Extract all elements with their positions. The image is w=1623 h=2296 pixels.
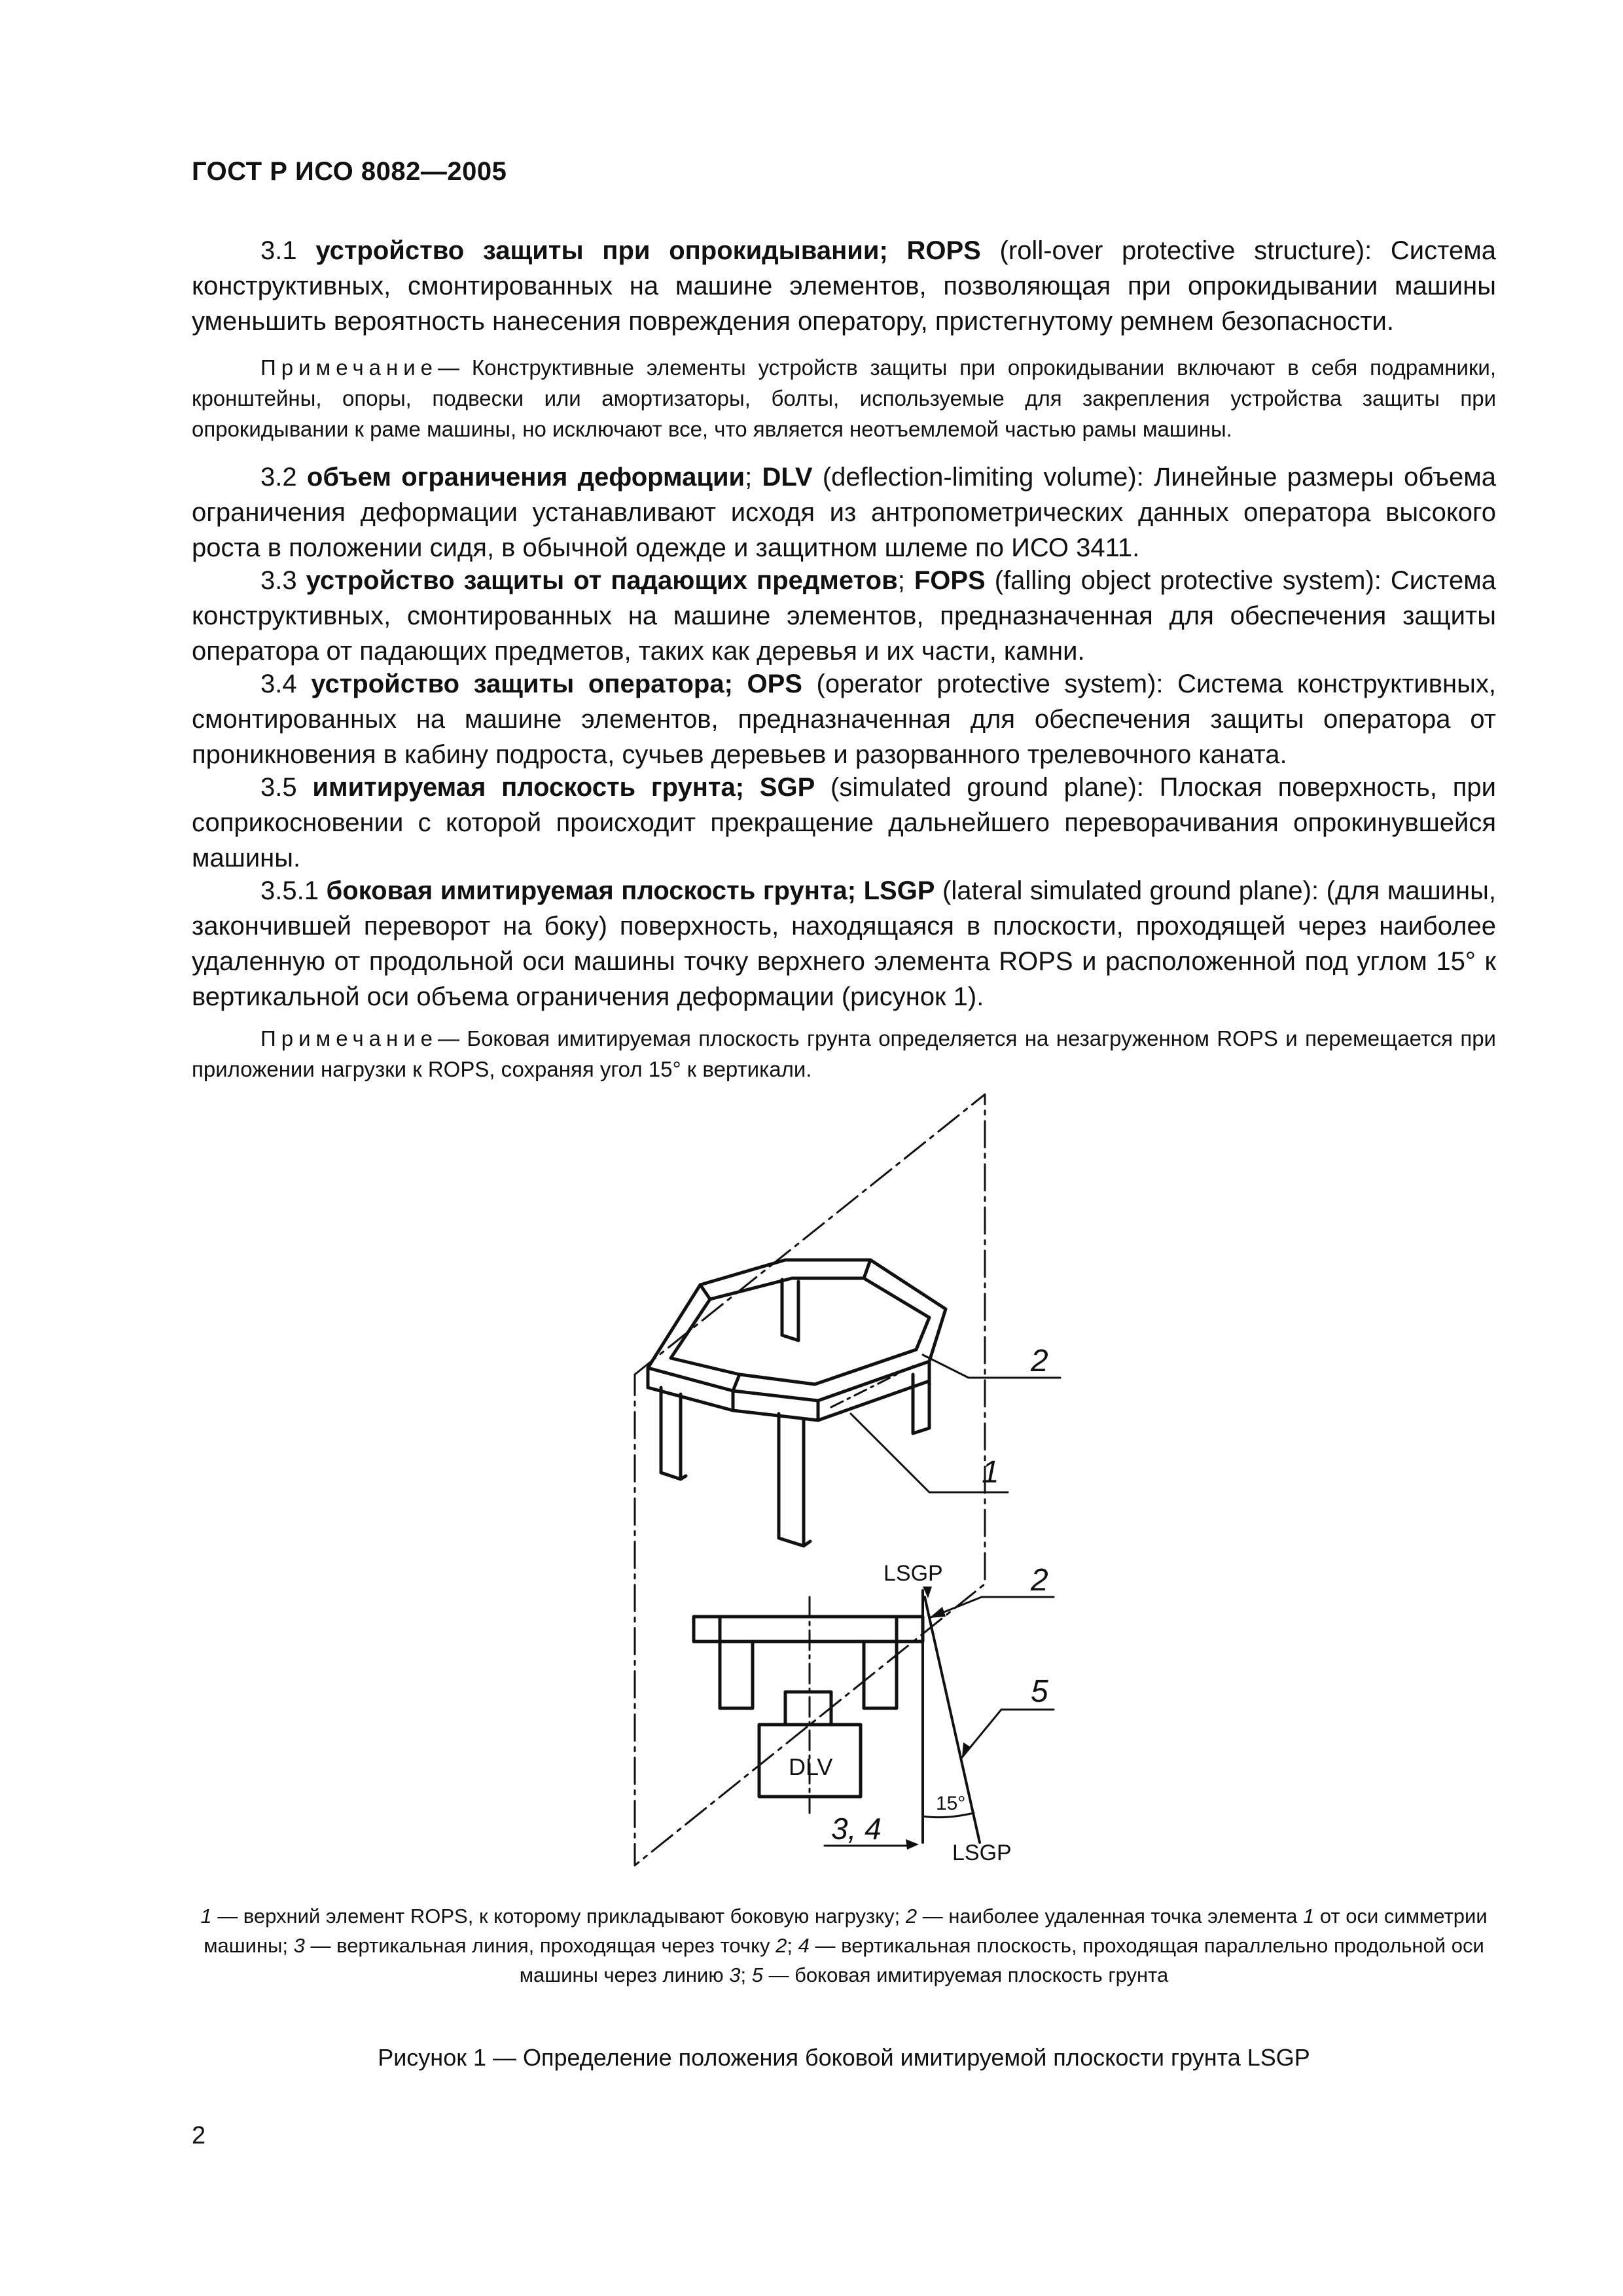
legend-num: 5 (751, 1964, 763, 1986)
note-label: Примечание (260, 1026, 438, 1050)
legend-num: 2 (776, 1934, 787, 1957)
callout-1: 1 (982, 1455, 999, 1490)
note-label: Примечание (260, 355, 438, 380)
legend-text: ; (787, 1934, 798, 1957)
term-definition: (simulated ground plane): Плоская поверхность, при соприкосновении с которой происходит прекращение дальнейшего переворачивания опрокинувшейся машины. (192, 773, 1496, 872)
figure-title: Рисунок 1 — Определение положения боковой имитируемой плоскости грунта LSGP (378, 2044, 1310, 2071)
term-definition: (operator protective system): Система конструктивных, смонтированных на машине элементов, предназначенная для обеспечения защиты оператора от проникновения в кабину подроста, сучьев деревьев и разорванного трелевочного каната. (192, 670, 1496, 769)
term-title: устройство защиты при опрокидывании; ROPS (315, 236, 981, 265)
term-title: боковая имитируемая плоскость грунта; LSGP (326, 876, 935, 905)
term-number: 3.5 (260, 773, 297, 802)
rops-frame-isometric (648, 1260, 946, 1546)
legend-text: — верхний элемент ROPS, к которому прикладывают боковую нагрузку; (211, 1905, 906, 1928)
legend-num: 1 (1303, 1905, 1315, 1928)
figure-legend (192, 1901, 1496, 1990)
term-separator: ; (745, 463, 762, 492)
term-definition: (deflection-limiting volume): Линейные размеры объема ограничения деформации устанавливают исходя из антропометрических данных оператора высокого роста в положении сидя, в обычной одежде и защитном шлеме по ИСО 3411. (192, 463, 1496, 562)
callout-2-bottom: 2 (1031, 1563, 1048, 1598)
legend-num: 4 (798, 1934, 810, 1957)
term-definition: (roll-over protective structure): Система конструктивных, смонтированных на машине элементов, позволяющая при опрокидывании машины уменьшить вероятность нанесения повреждения оператору, пристегнутому ремнем безопасности. (192, 236, 1497, 336)
term-number: 3.5.1 (260, 876, 319, 905)
legend-num: 1 (200, 1905, 212, 1928)
label-angle-15: 15° (936, 1793, 966, 1814)
term-title: устройство защиты от падающих предметов (306, 566, 898, 595)
note-text: — Конструктивные элементы устройств защиты при опрокидывании включают в себя подрамники, кронштейны, опоры, подвески или амортизаторы, болты, используемые для закрепления устройства защиты при опрокидывании к раме машины, но исключают все, что является неотъемлемой частью рамы машины. (192, 355, 1496, 441)
term-title: объем ограничения деформации (306, 463, 745, 492)
legend-num: 3 (729, 1964, 741, 1986)
term-definition: (lateral simulated ground plane): (для машины, закончившей переворот на боку) поверхность, находящаяся в плоскости, проходящей через наиболее удаленную от продольной оси машины точку верхнего элемента ROPS и расположенной под углом 15° к вертикальной оси объема ограничения деформации (рисунок 1). (192, 876, 1496, 1011)
note-text: — Боковая имитируемая плоскость грунта определяется на незагруженном ROPS и перемещается при приложении нагрузки к ROPS, сохраняя угол 15° к вертикали. (192, 1026, 1496, 1081)
term-number: 3.4 (260, 670, 297, 698)
term-number: 3.1 (260, 236, 297, 265)
label-lsgp-bottom: LSGP (952, 1840, 1012, 1865)
document-header: ГОСТ Р ИСО 8082—2005 (192, 157, 507, 186)
term-separator: ; (897, 566, 914, 595)
legend-num: 3 (293, 1934, 305, 1957)
term-abbr: DLV (762, 463, 813, 492)
term-definition: (falling object protective system): Система конструктивных, смонтированных на машине элементов, предназначенная для обеспечения защиты оператора от падающих предметов, таких как деревья и их части, камни. (192, 566, 1496, 666)
legend-text: — боковая имитируемая плоскость грунта (762, 1964, 1169, 1986)
page-number: 2 (192, 2122, 206, 2149)
legend-text: — вертикальная плоскость, проходящая параллельно продольной оси машины через линию (519, 1934, 1484, 1986)
label-dlv: DLV (789, 1753, 833, 1780)
term-title: имитируемая плоскость грунта; SGP (312, 773, 815, 802)
legend-text: — вертикальная линия, проходящая через точку (304, 1934, 776, 1957)
term-number: 3.3 (260, 566, 297, 595)
leader-lines-iso (851, 1355, 1060, 1492)
figure-labels (789, 1344, 1048, 1865)
label-lsgp-top: LSGP (883, 1561, 943, 1586)
callout-2-top: 2 (1031, 1344, 1048, 1378)
callout-3-4: 3, 4 (831, 1812, 882, 1846)
legend-num: 2 (905, 1905, 918, 1928)
term-number: 3.2 (260, 463, 297, 492)
term-abbr: FOPS (914, 566, 986, 595)
legend-text: от оси симметрии машины; (204, 1905, 1488, 1957)
legend-text: ; (740, 1964, 752, 1986)
callout-5: 5 (1031, 1674, 1048, 1709)
legend-text: — наиболее удаленная точка элемента (917, 1905, 1304, 1928)
term-title: устройство защиты оператора; OPS (311, 670, 802, 698)
